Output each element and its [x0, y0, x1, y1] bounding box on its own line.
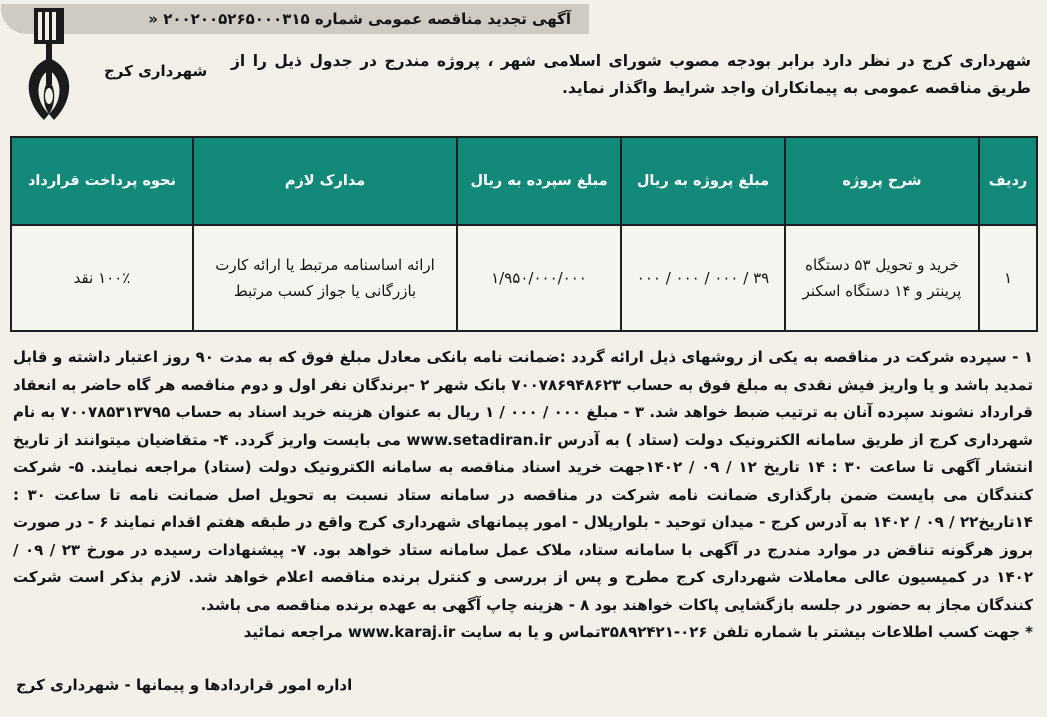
cell-project-amount: ۳۹ / ۰۰۰ / ۰۰۰ / ۰۰۰ [621, 225, 785, 331]
notice-title: آگهی تجدید مناقصه عمومی شماره ۲۰۰۲۰۰۵۲۶۵۰۰۰۳۱۵ « [1, 4, 589, 34]
col-documents: مدارک لازم [193, 137, 457, 225]
table-row [11, 225, 1037, 331]
col-description: شرح پروژه [785, 137, 979, 225]
cell-row-no: ۱ [979, 225, 1037, 331]
table-header-row [11, 137, 1037, 225]
col-project-amount: مبلغ پروژه به ریال [621, 137, 785, 225]
col-payment: نحوه پرداخت قرارداد [11, 137, 193, 225]
cell-deposit-amount: ۱/۹۵۰/۰۰۰/۰۰۰ [457, 225, 621, 331]
tender-table [10, 136, 1038, 332]
cell-payment: ۱۰۰٪ نقد [11, 225, 193, 331]
organization-name: شهرداری کرج [104, 62, 208, 80]
karaj-municipality-logo-icon [14, 8, 100, 126]
col-row-no: ردیف [979, 137, 1037, 225]
cell-description: خرید و تحویل ۵۳ دستگاه پرینتر و ۱۴ دستگاه اسکنر [785, 225, 979, 331]
intro-paragraph: شهرداری کرج در نظر دارد برابر بودجه مصوب شورای اسلامی شهر ، پروژه مندرج در جدول ذیل را از طریق مناقصه عمومی به پیمانکاران واجد شرایط واگذار نماید. [231, 52, 1031, 97]
col-deposit-amount: مبلغ سپرده به ریال [457, 137, 621, 225]
footer-signature: اداره امور قراردادها و پیمانها - شهرداری کرج [16, 676, 353, 694]
conditions-text: ۱ - سپرده شرکت در مناقصه به یکی از روشهای ذیل ارائه گردد :ضمانت نامه بانکی معادل مبلغ فوق که به مدت ۹۰ روز اعتبار داشته و قابل تمدید باشد و یا واریز فیش نقدی به مبلغ فوق به حساب ۷۰۰۷۸۶۹۴۸۶۲۳ بانک شهر ۲ -برندگان نفر اول و دوم مناقصه هر گاه حاضر به انعقاد قرارداد نشوند سپرده آنان به ترتیب ضبط خواهد شد. ۳ - مبلغ ۰۰۰ / ۰۰۰ / ۱ ریال به عنوان هزینه خرید اسناد به حساب ۷۰۰۷۸۵۳۱۳۷۹۵ به نام شهرداری کرج از طریق سامانه الکترونیک دولت (ستاد ) به آدرس www.setadiran.ir می بایست واریز گردد. ۴- متقاضیان میتوانند از تاریخ انتشار آگهی تا ساعت ۳۰ : ۱۴ تاریخ ۱۲ / ۰۹ / ۱۴۰۲جهت خرید اسناد مناقصه به سامانه الکترونیک دولت (ستاد) مراجعه نمایند. ۵- شرکت کنندگان می بایست ضمن بارگذاری ضمانت نامه شرکت در مناقصه در سامانه ستاد نسبت به تحویل اصل ضمانت نامه تا ساعت ۳۰ : ۱۴تاریخ۲۲ / ۰۹ / ۱۴۰۲ به آدرس کرج - میدان توحید - بلوارپلال - امور پیمانهای شهرداری کرج واقع در طبقه هفتم اقدام نمایند ۶ - در صورت بروز هرگونه تناقض در موارد مندرج در آگهی با سامانه ستاد، ملاک عمل سامانه ستاد خواهد بود. ۷- پیشنهادات رسیده در مورخ ۲۳ / ۰۹ / ۱۴۰۲ در کمیسیون عالی معاملات شهرداری کرج مطرح و پس از بررسی و کنترل برنده مناقصه اعلام خواهد شد. لازم بذکر است شرکت کنندگان مجاز به حضور در جلسه بازگشایی پاکات خواهند بود ۸ - هزینه چاپ آگهی به عهده برنده مناقصه می باشد. * جهت کسب اطلاعات بیشتر با شماره تلفن ۰۲۶-۳۵۸۹۲۴۲۱تماس و یا به سایت www.karaj.ir مراجعه نمائید [13, 348, 1034, 641]
cell-documents: ارائه اساسنامه مرتبط یا ارائه کارت بازرگانی یا جواز کسب مرتبط [193, 225, 457, 331]
